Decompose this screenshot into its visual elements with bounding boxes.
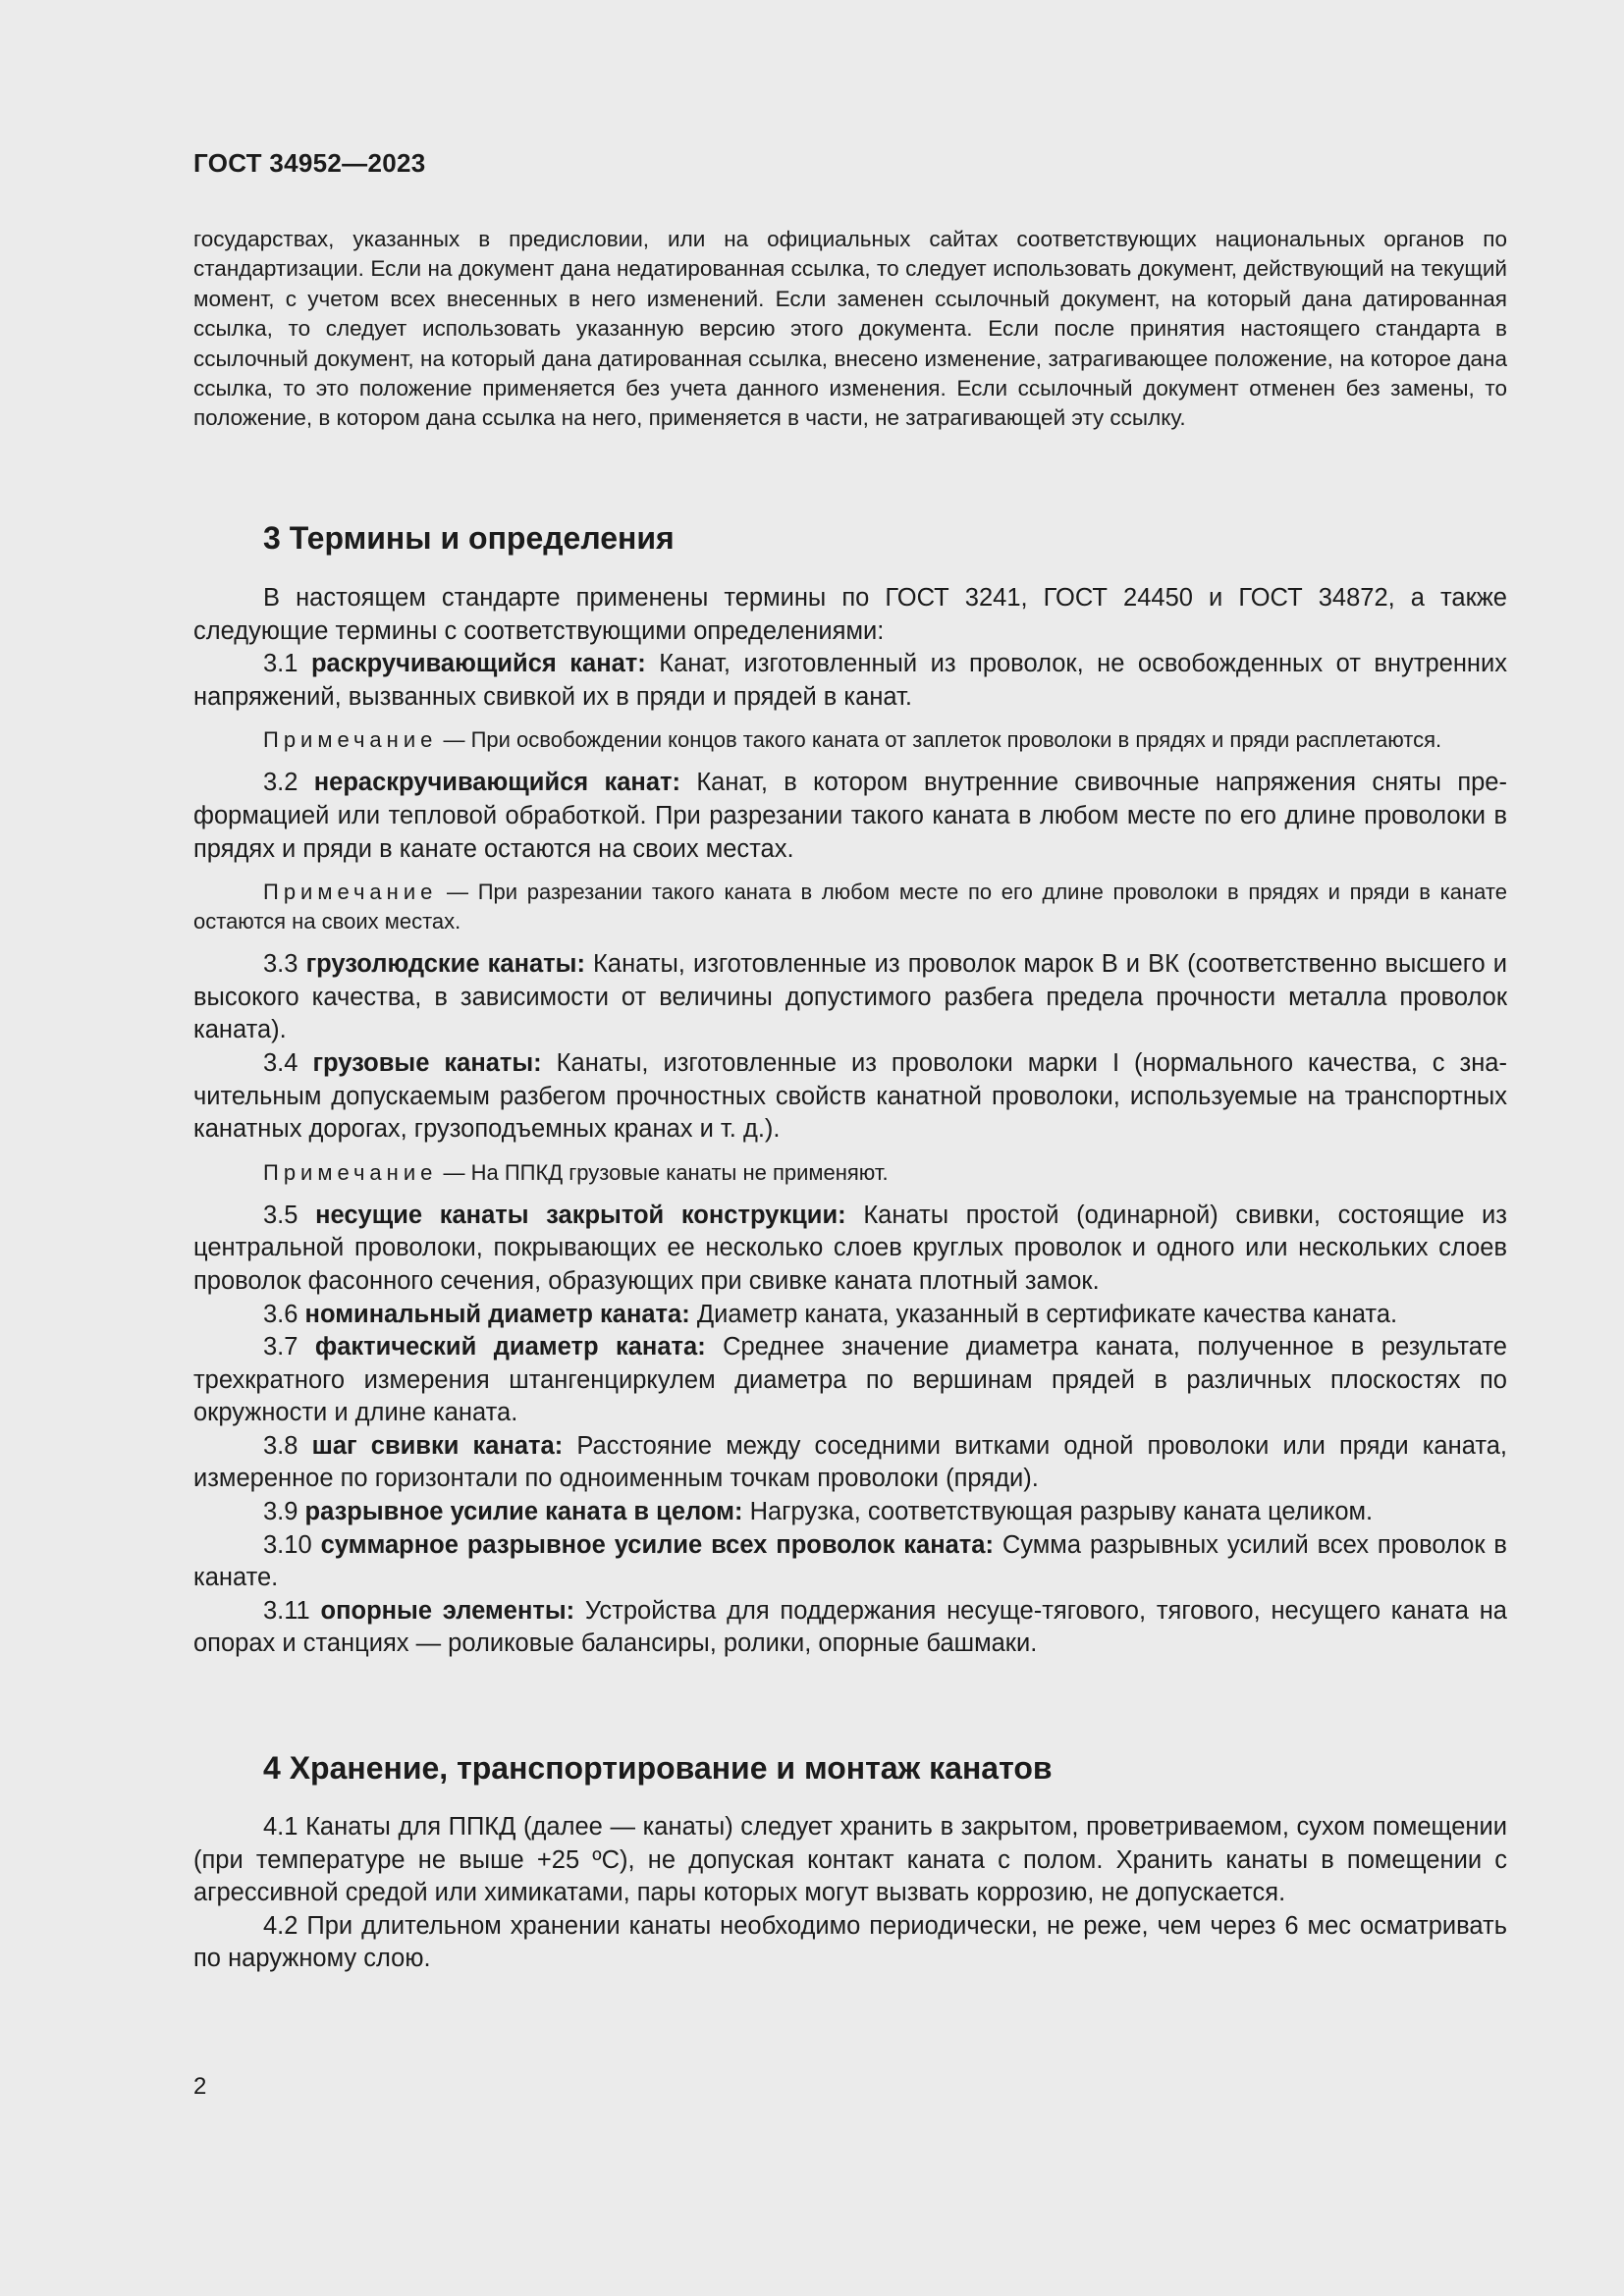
term-3-8: 3.8 шаг свивки каната: Расстояние между соседними витками одной проволоки или пряди каната, измеренное по горизонтали по одноименным точкам проволоки (пряди).	[193, 1431, 1507, 1493]
term-3-11: 3.11 опорные элементы: Устройства для поддержания несуще-тягового, тягового, несущего каната на опорах и станциях — роликовые балансиры, ролики, опорные башмаки.	[193, 1596, 1507, 1658]
document-header: ГОСТ 34952—2023	[193, 148, 426, 178]
term-3-5: 3.5 несущие канаты закрытой конструкции: Канаты простой (одинарной) свивки, состоящие из центральной проволоки, покрывающих ее несколько слоев круглых проволок и одного или нескольких слоев проволок фасонного сечения, образующих при свивке каната плотный замок.	[193, 1201, 1507, 1295]
clause-4-2: 4.2 При длительном хранении канаты необходимо периодически, не реже, чем через 6 мес осматривать по наружному слою.	[193, 1911, 1507, 1973]
section-4-body	[193, 1811, 1507, 1976]
section-3-intro: В настоящем стандарте применены термины по ГОСТ 3241, ГОСТ 24450 и ГОСТ 34872, а также следующие термины с соответствующими определениями:	[193, 584, 1507, 645]
term-3-4: 3.4 грузовые канаты: Канаты, изготовленные из проволоки марки I (нормального качества, с значительным допускаемым разбегом прочностных свойств канатной проволоки, используемые на транспортных канатных дорогах, грузоподъемных кранах и т. д.).	[193, 1048, 1507, 1144]
term-3-1: 3.1 раскручивающийся канат: Канат, изготовленный из проволок, не освобожденных от внутренних напряжений, вызванных свивкой их в пряди и прядей в канат.	[193, 650, 1507, 711]
note-3-1: Примечание — При освобождении концов такого каната от заплеток проволоки в прядях и пряди расплетаются.	[263, 727, 1442, 753]
section-4-heading: 4 Хранение, транспортирование и монтаж канатов	[263, 1750, 1053, 1786]
term-3-9: 3.9 разрывное усилие каната в целом: Нагрузка, соответствующая разрыву каната целиком.	[263, 1498, 1374, 1526]
term-3-6: 3.6 номинальный диаметр каната: Диаметр каната, указанный в сертификате качества каната.	[263, 1300, 1398, 1328]
term-3-7: 3.7 фактический диаметр каната: Среднее значение диаметра каната, полученное в результате трехкратного измерения штангенциркулем диаметра по вершинам прядей в различных плоскостях по окружности и длине каната.	[193, 1333, 1507, 1427]
clause-4-1: 4.1 Канаты для ППКД (далее — канаты) следует хранить в закрытом, проветриваемом, сухом помещении (при температуре не выше +25 ºС), не допуская контакт каната с полом. Хранить канаты в помещении с агрессивной средой или химикатами, пары которых могут вызвать коррозию, не допускается.	[193, 1813, 1507, 1907]
term-3-3: 3.3 грузолюдские канаты: Канаты, изготовленные из проволок марок В и ВК (соответственно высшего и высокого качества, в зависимости от величины допустимого разбега предела прочности металла проволок каната).	[193, 950, 1507, 1044]
note-3-2: Примечание — При разрезании такого каната в любом месте по его длине проволоки в прядях и пряди в канате остаются на своих местах.	[193, 880, 1507, 934]
section-3-body	[193, 582, 1507, 1661]
term-3-10: 3.10 суммарное разрывное усилие всех проволок каната: Сумма разрывных усилий всех проволок в канате.	[193, 1530, 1507, 1592]
term-3-2: 3.2 нераскручивающийся канат: Канат, в котором внутренние свивочные напряжения сняты преформацией или тепловой обработкой. При разрезании такого каната в любом месте по его длине проволоки в прядях и пряди в канате остаются на своих местах.	[193, 769, 1507, 863]
section-3-heading: 3 Термины и определения	[263, 520, 675, 556]
page-number: 2	[193, 2073, 207, 2100]
note-3-4: Примечание — На ППКД грузовые канаты не применяют.	[263, 1159, 889, 1185]
intro-paragraph: государствах, указанных в предисловии, или на официальных сайтах соответствующих национальных органов по стандартизации. Если на документ дана недатированная ссылка, то следует использовать документ, действующий на текущий момент, с учетом всех внесенных в него изменений. Если заменен ссылочный документ, на который дана датированная ссылка, то следует использовать указанную версию этого документа. Если после принятия настоящего стандарта в ссылочный документ, на который дана датированная ссылка, внесено изменение, затрагивающее положение, на которое дана ссылка, то это положение применяется без учета данного изменения. Если ссылочный документ отменен без замены, то положение, в котором дана ссылка на него, применяется в части, не затрагивающей эту ссылку.	[193, 227, 1507, 431]
